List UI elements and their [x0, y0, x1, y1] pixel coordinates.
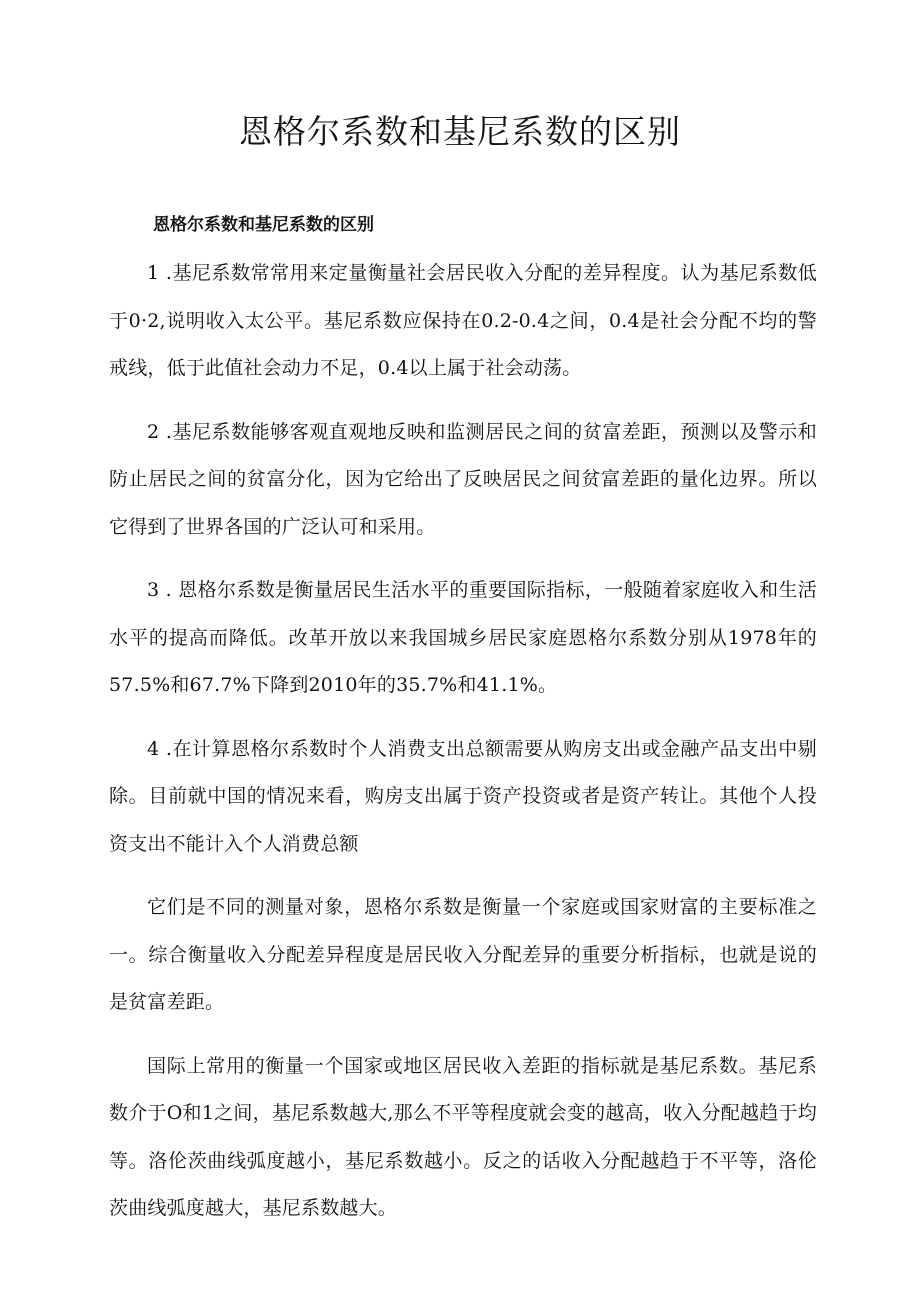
document-title: 恩格尔系数和基尼系数的区别 — [239, 112, 681, 151]
document-body — [109, 250, 817, 1249]
paragraph-6: 国际上常用的衡量一个国家或地区居民收入差距的指标就是基尼系数。基尼系数介于O和1之间，基尼系数越大,那么不平等程度就会变的越高，收入分配越趋于均等。洛伦茨曲线弧度越小，基尼系数越小。反之的话收入分配越趋于不平等，洛伦茨曲线弧度越大，基尼系数越大。 — [109, 1054, 817, 1219]
paragraph-1: 1 .基尼系数常常用来定量衡量社会居民收入分配的差异程度。认为基尼系数低于0·2,说明收入太公平。基尼系数应保持在0.2-0.4之间，0.4是社会分配不均的警戒线，低于此值社会动力不足，0.4以上属于社会动荡。 — [109, 262, 817, 379]
paragraph-4: 4 .在计算恩格尔系数时个人消费支出总额需要从购房支出或金融产品支出中剔除。目前就中国的情况来看，购房支出属于资产投资或者是资产转让。其他个人投资支出不能计入个人消费总额 — [109, 737, 817, 855]
paragraph-2: 2 .基尼系数能够客观直观地反映和监测居民之间的贫富差距，预测以及警示和防止居民之间的贫富分化，因为它给出了反映居民之间贫富差距的量化边界。所以它得到了世界各国的广泛认可和采用。 — [109, 420, 817, 538]
paragraph-3: 3 . 恩格尔系数是衡量居民生活水平的重要国际指标，一般随着家庭收入和生活水平的提高而降低。改革开放以来我国城乡居民家庭恩格尔系数分别从1978年的57.5%和67.7%下降到2010年的35.7%和41.1%。 — [109, 579, 817, 696]
document-subtitle: 恩格尔系数和基尼系数的区别 — [153, 215, 374, 235]
paragraph-5: 它们是不同的测量对象，恩格尔系数是衡量一个家庭或国家财富的主要标准之一。综合衡量收入分配差异程度是居民收入分配差异的重要分析指标，也就是说的是贫富差距。 — [109, 896, 817, 1013]
